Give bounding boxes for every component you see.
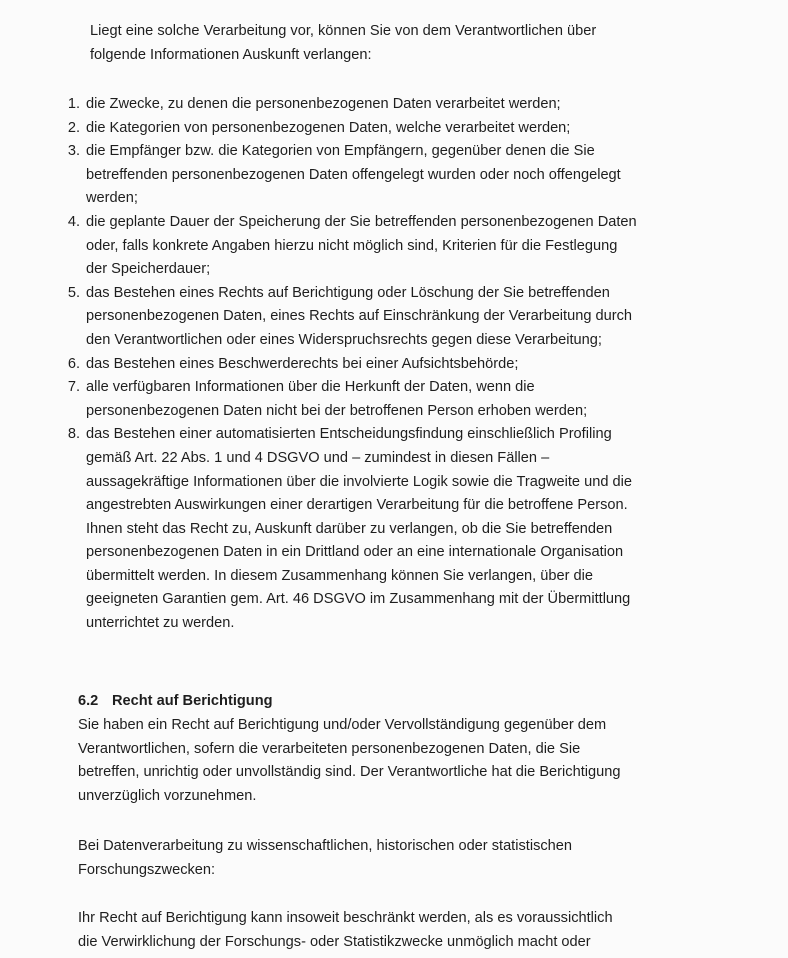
section-title: Recht auf Berichtigung: [112, 693, 273, 709]
list-item-line: unterrichtet zu werden.: [86, 615, 235, 632]
list-item-line: personenbezogenen Daten nicht bei der betroffenen Person erhoben werden;: [86, 402, 588, 419]
list-item-text: [86, 211, 755, 282]
list-item-text: [86, 93, 755, 117]
intro-line: folgende Informationen Auskunft verlangen:: [90, 46, 372, 63]
list-item-line: das Bestehen einer automatisierten Entscheidungsfindung einschließlich Profiling: [86, 426, 612, 443]
list-item-line: werden;: [86, 190, 138, 207]
intro-line: Liegt eine solche Verarbeitung vor, können Sie von dem Verantwortlichen über: [90, 23, 597, 39]
list-item-text: [86, 282, 755, 353]
list-item-line: oder, falls konkrete Angaben hierzu nicht möglich sind, Kriterien für die Festlegung: [86, 237, 618, 254]
list-item-3: [55, 140, 755, 211]
list-item-line: die Zwecke, zu denen die personenbezogenen Daten verarbeitet werden;: [86, 96, 561, 112]
list-item-text: [86, 353, 755, 377]
list-item-text: [86, 376, 755, 423]
list-item-line: das Bestehen eines Rechts auf Berichtigung oder Löschung der Sie betreffenden: [86, 284, 610, 301]
list-item-line: personenbezogenen Daten in ein Drittland oder an eine internationale Organisation: [86, 544, 624, 561]
list-item-number: 3.: [67, 143, 80, 160]
list-item-7: [55, 376, 755, 423]
list-item-text: [86, 117, 755, 141]
section-paragraph: [78, 907, 728, 954]
paragraph-line: Forschungszwecken:: [78, 861, 216, 878]
section-paragraph: [78, 835, 728, 882]
list-item-4: [55, 211, 755, 282]
list-item-number: 1.: [67, 96, 80, 112]
list-item-number: 8.: [67, 426, 80, 443]
list-item-line: geeigneten Garantien gem. Art. 46 DSGVO im Zusammenhang mit der Übermittlung: [86, 591, 631, 608]
list-item-line: betreffenden personenbezogenen Daten offengelegt wurden oder noch offengelegt: [86, 166, 621, 183]
paragraph-line: Verantwortlichen, sofern die verarbeiteten personenbezogenen Daten, die Sie: [78, 740, 581, 757]
list-item-line: den Verantwortlichen oder eines Widerspruchsrechts gegen diese Verarbeitung;: [86, 331, 602, 348]
list-item-line: alle verfügbaren Informationen über die Herkunft der Daten, wenn die: [86, 379, 535, 396]
paragraph-line: Bei Datenverarbeitung zu wissenschaftlichen, historischen oder statistischen: [78, 838, 573, 854]
information-list: [55, 93, 755, 636]
list-item-8: [55, 423, 755, 635]
section-number: 6.2: [78, 693, 99, 709]
list-item-5: [55, 282, 755, 353]
list-item-line: übermittelt werden. In diesem Zusammenhang können Sie verlangen, über die: [86, 567, 594, 584]
list-item-number: 7.: [67, 379, 80, 396]
list-item-line: personenbezogenen Daten, eines Rechts auf Einschränkung der Verarbeitung durch: [86, 308, 633, 325]
list-item-line: Ihnen steht das Recht zu, Auskunft darüber zu verlangen, ob die Sie betreffenden: [86, 520, 613, 537]
list-item-number: 6.: [67, 355, 80, 372]
paragraph-line: Ihr Recht auf Berichtigung kann insoweit beschränkt werden, als es voraussichtlich: [78, 910, 613, 926]
list-item-line: angestrebten Auswirkungen einer derartigen Verarbeitung für die betroffene Person.: [86, 497, 628, 514]
list-item-line: das Bestehen eines Beschwerderechts bei einer Aufsichtsbehörde;: [86, 355, 519, 372]
list-item-line: der Speicherdauer;: [86, 261, 211, 278]
list-item-line: die geplante Dauer der Speicherung der Sie betreffenden personenbezogenen Daten: [86, 213, 637, 230]
list-item-line: aussagekräftige Informationen über die involvierte Logik sowie die Tragweite und die: [86, 473, 632, 490]
paragraph-line: betreffen, unrichtig oder unvollständig sind. Der Verantwortliche hat die Berichtigung: [78, 764, 621, 781]
paragraph-line: unverzüglich vorzunehmen.: [78, 787, 257, 804]
paragraph-line: die Verwirklichung der Forschungs- oder Statistikzwecke unmöglich macht oder: [78, 933, 591, 950]
section-heading: [78, 690, 273, 714]
list-item-6: [55, 353, 755, 377]
paragraph-line: Sie haben ein Recht auf Berichtigung und/oder Vervollständigung gegenüber dem: [78, 717, 607, 733]
list-item-line: die Empfänger bzw. die Kategorien von Empfängern, gegenüber denen die Sie: [86, 143, 595, 160]
list-item-line: gemäß Art. 22 Abs. 1 und 4 DSGVO und – zumindest in diesen Fällen –: [86, 449, 550, 466]
list-item-1: [55, 93, 755, 117]
list-item-number: 5.: [67, 284, 80, 301]
list-item-text: [86, 140, 755, 211]
list-item-number: 4.: [67, 213, 80, 230]
intro-paragraph: [90, 20, 730, 67]
section-paragraph: [78, 714, 728, 808]
list-item-2: [55, 117, 755, 141]
list-item-text: [86, 423, 755, 635]
list-item-number: 2.: [67, 119, 80, 136]
list-item-line: die Kategorien von personenbezogenen Daten, welche verarbeitet werden;: [86, 119, 571, 136]
